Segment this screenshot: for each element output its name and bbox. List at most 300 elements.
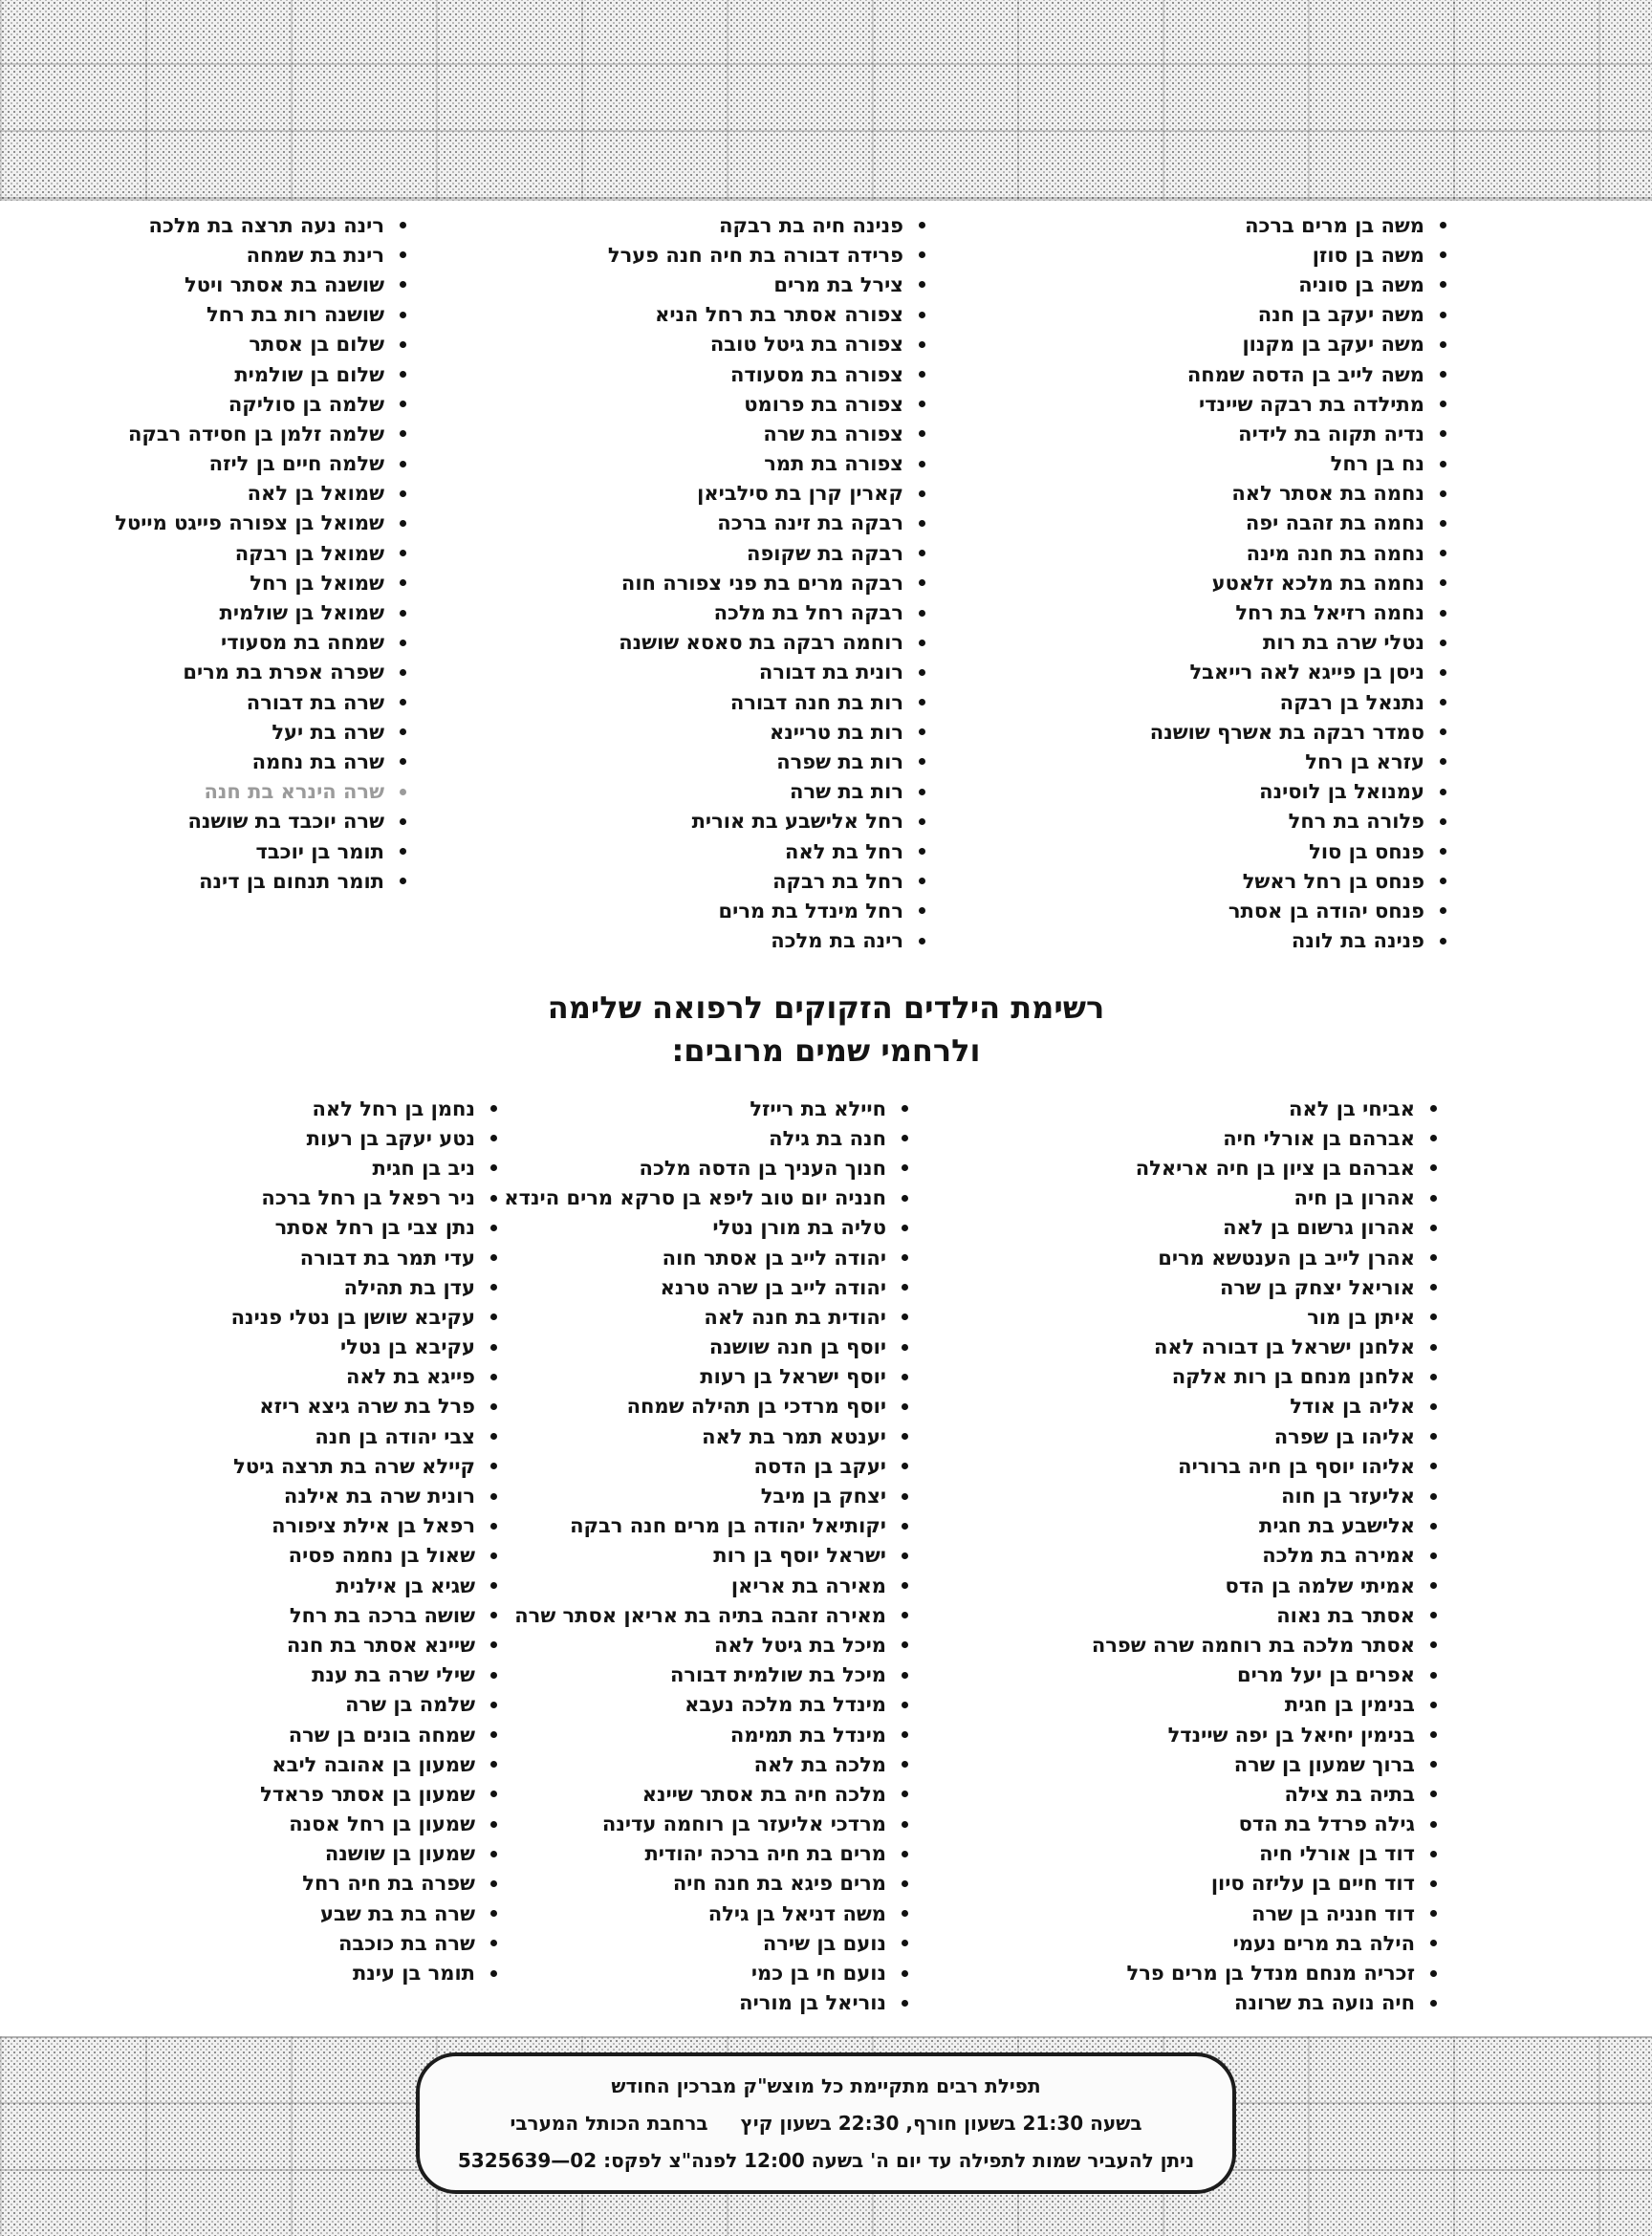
name-item [608, 389, 925, 419]
name-text: פנינה בת לונה [1291, 929, 1424, 953]
bullet-icon [1430, 1284, 1437, 1291]
bullet-icon [1430, 1135, 1437, 1141]
name-item [115, 568, 406, 597]
name-item [1092, 1183, 1437, 1213]
name-text: עקיבא שושן בן נטלי פנינה [230, 1305, 475, 1329]
bullet-icon [1440, 610, 1446, 617]
bullet-icon [1440, 312, 1446, 318]
name-item [231, 1272, 497, 1302]
bullet-icon [490, 1612, 497, 1618]
bullet-icon [902, 1821, 908, 1828]
bullet-icon [902, 1225, 908, 1231]
bullet-icon [1430, 1164, 1437, 1171]
name-text: פנחס יהודה בן אסתר [1228, 899, 1424, 923]
bullet-icon [490, 1433, 497, 1440]
bullet-icon [919, 430, 925, 437]
bullet-icon [490, 1135, 497, 1141]
bullet-icon [1440, 758, 1446, 765]
name-item [504, 1958, 908, 1987]
bullet-icon [1440, 699, 1446, 706]
name-text: שלמה זלמן בן חסידה רבקה [127, 422, 384, 445]
name-text: שמואל בן רבקה [234, 541, 384, 565]
name-item [115, 479, 406, 509]
bullet-icon [902, 1313, 908, 1320]
name-item [1092, 1749, 1437, 1779]
name-text: גילה פרדל בת הדס [1238, 1813, 1415, 1836]
bullet-icon [490, 1731, 497, 1738]
bullet-icon [902, 1105, 908, 1112]
bullet-icon [490, 1523, 497, 1530]
name-item [1092, 1302, 1437, 1332]
name-text: שושנה בת אסתר ויטל [185, 272, 384, 296]
name-text: חיילא בת רייזל [750, 1096, 886, 1120]
name-item [1150, 717, 1446, 747]
bullet-icon [1430, 1612, 1437, 1618]
name-text: צפורה בת מסעודה [729, 362, 903, 386]
name-text: שלום בן שולמית [234, 362, 384, 386]
bullet-icon [490, 1761, 497, 1768]
name-text: שגיא בן אילנית [336, 1574, 475, 1597]
bullet-icon [1430, 1254, 1437, 1261]
bullet-icon [919, 312, 925, 318]
bullet-icon [400, 222, 406, 228]
name-text: שלום בן אסתר [249, 333, 384, 357]
bullet-icon [902, 1612, 908, 1618]
bullet-icon [490, 1851, 497, 1857]
name-item [231, 1690, 497, 1720]
bullet-icon [400, 550, 406, 556]
name-text: רינה נעה תרצה בת מלכה [148, 213, 384, 237]
name-text: פנינה חיה בת רבקה [719, 213, 903, 237]
name-text: דוד בן אורלי חיה [1259, 1842, 1415, 1866]
bullet-icon [902, 1552, 908, 1559]
bullet-icon [902, 1284, 908, 1291]
bullet-icon [902, 1702, 908, 1708]
name-item [1092, 1928, 1437, 1958]
name-text: אברהם בן ציון בן חיה אריאלה [1135, 1156, 1415, 1180]
name-item [608, 210, 925, 240]
name-text: מלכה בת לאה [753, 1752, 886, 1776]
bullet-icon [1440, 728, 1446, 735]
name-text: ניסן בן פייגא לאה רייאבל [1189, 661, 1424, 684]
name-text: שרה בת יעל [272, 720, 384, 744]
name-item [1092, 1869, 1437, 1899]
name-item [115, 538, 406, 568]
bullet-icon [400, 640, 406, 646]
bullet-icon [1430, 1672, 1437, 1679]
bullet-icon [919, 878, 925, 884]
bullet-icon [919, 550, 925, 556]
name-item [1092, 1899, 1437, 1928]
bullet-icon [919, 579, 925, 586]
name-item [608, 538, 925, 568]
bullet-icon [1440, 251, 1446, 258]
name-text: עקיבא בן נטלי [339, 1335, 475, 1359]
name-text: טליה בת מורן נטלי [712, 1216, 886, 1240]
name-item [1150, 807, 1446, 836]
bullet-icon [400, 848, 406, 855]
name-text: אפרים בן יעל מרים [1236, 1663, 1415, 1687]
name-text: אוריאל יצחק בן שרה [1219, 1275, 1415, 1299]
name-item [504, 1362, 908, 1392]
name-item [608, 747, 925, 776]
name-item [231, 1869, 497, 1899]
name-text: שפרה בת חיה רחל [302, 1872, 475, 1896]
name-text: רבקה רחל בת מלכה [713, 601, 903, 625]
name-item [608, 597, 925, 627]
bullet-icon [919, 281, 925, 288]
name-text: שמואל בן רחל [250, 571, 384, 595]
bullet-icon [1430, 1493, 1437, 1500]
bullet-icon [1430, 1880, 1437, 1887]
name-item [1092, 1839, 1437, 1869]
bullet-icon [490, 1672, 497, 1679]
bullet-icon [400, 669, 406, 676]
bullet-icon [919, 818, 925, 825]
bullet-icon [400, 371, 406, 378]
section-title-line2: ולרחמי שמים מרובים: [671, 1032, 981, 1070]
name-item [231, 1571, 497, 1600]
name-item [504, 1571, 908, 1600]
bullet-icon [490, 1164, 497, 1171]
name-item [504, 1661, 908, 1690]
name-item [504, 1749, 908, 1779]
name-item [1150, 419, 1446, 448]
name-item [1150, 449, 1446, 479]
name-item [504, 1451, 908, 1481]
bullet-icon [919, 789, 925, 795]
name-item [231, 1958, 497, 1987]
name-item [504, 1720, 908, 1749]
name-item [115, 449, 406, 479]
bullet-icon [919, 461, 925, 467]
name-text: צפורה בת שרה [763, 422, 903, 445]
bullet-icon [490, 1374, 497, 1380]
name-text: נועם חי בן כמי [750, 1962, 886, 1986]
bullet-icon [1430, 1970, 1437, 1977]
name-item [504, 1899, 908, 1928]
bullet-icon [902, 1582, 908, 1589]
name-text: מאירה בת אריאן [730, 1574, 886, 1597]
name-text: נועם בן שירה [762, 1931, 886, 1955]
name-text: אסתר מלכה בת רוחמה שרה שפרה [1091, 1633, 1415, 1657]
bullet-icon [1430, 1552, 1437, 1559]
bullet-icon [490, 1910, 497, 1917]
bullet-icon [400, 281, 406, 288]
name-text: רבקה בת שקופה [747, 541, 903, 565]
name-item [608, 568, 925, 597]
name-text: משה בן סוניה [1298, 272, 1424, 296]
name-item [608, 836, 925, 866]
name-text: ברוך שמעון בן שרה [1233, 1752, 1415, 1776]
name-item [504, 1094, 908, 1123]
name-item [1092, 1690, 1437, 1720]
name-text: יוסף בן חנה שושנה [708, 1335, 886, 1359]
name-item [1150, 747, 1446, 776]
name-item [1150, 509, 1446, 538]
name-item [1150, 866, 1446, 896]
name-text: נטלי שרה בת רות [1263, 631, 1424, 655]
name-item [608, 866, 925, 896]
bullet-icon [902, 1910, 908, 1917]
name-item [504, 1600, 908, 1630]
name-text: תומר בן עינת [352, 1962, 475, 1986]
name-item [1092, 1661, 1437, 1690]
bullet-icon [1430, 1344, 1437, 1351]
bullet-icon [1440, 640, 1446, 646]
bullet-icon [490, 1702, 497, 1708]
bullet-icon [1430, 1731, 1437, 1738]
name-item [115, 597, 406, 627]
name-item [231, 1153, 497, 1183]
bullet-icon [1440, 938, 1446, 944]
name-text: שרה הינרא בת חנה [204, 780, 384, 804]
notice-line-2-times: בשעה 21:30 בשעון חורף, 22:30 בשעון קיץ [740, 2112, 1142, 2135]
name-text: חנניה יום טוב ליפא בן סרקא מרים הינדא [504, 1186, 886, 1210]
name-text: אברהם בן אורלי חיה [1223, 1126, 1415, 1150]
bullet-icon [490, 1105, 497, 1112]
name-item [1092, 1779, 1437, 1809]
bullet-icon [919, 640, 925, 646]
name-item [608, 479, 925, 509]
bullet-icon [902, 1761, 908, 1768]
bullet-icon [400, 699, 406, 706]
bullet-icon [919, 371, 925, 378]
bullet-icon [902, 1970, 908, 1977]
bullet-icon [902, 1940, 908, 1946]
bullet-icon [400, 461, 406, 467]
bottom-name-list-right [1092, 1094, 1437, 2018]
name-text: פרידה דבורה בת חיה חנה פערל [607, 243, 903, 267]
name-text: דוד חיים בן עליזה סיון [1210, 1872, 1415, 1896]
name-item [231, 1899, 497, 1928]
name-text: רחל בת רבקה [772, 869, 903, 893]
bullet-icon [1440, 430, 1446, 437]
bullet-icon [490, 1195, 497, 1202]
name-text: צפורה בת פרומט [744, 392, 903, 416]
bullet-icon [490, 1821, 497, 1828]
name-text: תומר תנחום בן דינה [199, 869, 384, 893]
name-item [1092, 1333, 1437, 1362]
prayer-notice-box [416, 2052, 1236, 2194]
name-text: אליהו יוסף בן חיה ברוריה [1178, 1454, 1415, 1478]
name-item [115, 210, 406, 240]
bullet-icon [1440, 222, 1446, 228]
name-text: רות בת שפרה [776, 749, 903, 773]
bullet-icon [400, 251, 406, 258]
name-text: יעקב בן הדסה [753, 1454, 886, 1478]
name-item [115, 807, 406, 836]
bullet-icon [919, 251, 925, 258]
name-item [1150, 836, 1446, 866]
bullet-icon [1430, 1851, 1437, 1857]
bullet-icon [1440, 490, 1446, 497]
bullet-icon [1440, 579, 1446, 586]
bullet-icon [400, 401, 406, 407]
name-text: שמעון בן רחל אסנה [289, 1813, 475, 1836]
name-item [115, 658, 406, 687]
bullet-icon [1440, 550, 1446, 556]
name-text: פייגא בת לאה [345, 1365, 475, 1389]
name-text: סמדר רבקה בת אשרף שושנה [1149, 720, 1424, 744]
bullet-icon [400, 341, 406, 348]
name-text: חנוך העניך בן הדסה מלכה [639, 1156, 886, 1180]
name-item [504, 1243, 908, 1272]
name-item [504, 1183, 908, 1213]
bullet-icon [1430, 1225, 1437, 1231]
name-item [504, 1690, 908, 1720]
name-text: אהרן לייב בן הענטשא מרים [1158, 1246, 1415, 1270]
bullet-icon [1430, 2000, 1437, 2007]
name-text: שרה בת כוכבה [337, 1931, 475, 1955]
bottom-name-list-left [231, 1094, 497, 1988]
bullet-icon [902, 1135, 908, 1141]
name-text: קארין קרן בת סילביאן [697, 482, 903, 506]
name-text: שלמה בן סוליקה [228, 392, 384, 416]
name-text: צבי יהודה בן חנה [315, 1424, 475, 1448]
name-item [608, 717, 925, 747]
name-item [504, 1153, 908, 1183]
name-item [231, 1481, 497, 1510]
name-text: ישראל יוסף בן רות [713, 1544, 886, 1568]
name-text: אליה בן אודל [1290, 1395, 1415, 1419]
name-text: משה דניאל בן גילה [707, 1901, 886, 1925]
bullet-icon [1430, 1910, 1437, 1917]
name-item [1150, 658, 1446, 687]
name-text: מיכל בת גיטל לאה [713, 1633, 886, 1657]
name-item [115, 777, 406, 807]
name-item [504, 1630, 908, 1660]
name-text: יהודה לייב בן שרה טרנא [660, 1275, 886, 1299]
name-item [504, 1302, 908, 1332]
bullet-icon [919, 401, 925, 407]
name-text: אליהו בן שפרה [1273, 1424, 1415, 1448]
name-item [1092, 1810, 1437, 1839]
notice-line-2 [510, 2112, 1141, 2135]
bullet-icon [1430, 1821, 1437, 1828]
name-item [1092, 1988, 1437, 2018]
name-text: שושה ברכה בת רחל [289, 1603, 475, 1627]
bullet-icon [400, 789, 406, 795]
name-text: יקותיאל יהודה בן מרים חנה רבקה [570, 1514, 886, 1538]
name-text: ניר רפאל בן רחל ברכה [261, 1186, 475, 1210]
bullet-icon [919, 669, 925, 676]
name-text: שושנה רות בת רחל [206, 303, 384, 327]
name-item [504, 1869, 908, 1899]
name-text: רחל אלישבע בת אורית [691, 810, 903, 834]
bullet-icon [490, 1463, 497, 1469]
name-text: פנחס בן רחל ראשל [1242, 869, 1424, 893]
bullet-icon [1430, 1433, 1437, 1440]
name-item [1150, 240, 1446, 270]
name-text: קיילא שרה בת תרצה גיטל [233, 1454, 475, 1478]
top-name-list-middle [608, 210, 925, 956]
bullet-icon [902, 1641, 908, 1648]
bullet-icon [902, 1463, 908, 1469]
bullet-icon [1440, 371, 1446, 378]
name-text: שמואל בן שולמית [219, 601, 384, 625]
name-item [115, 836, 406, 866]
bullet-icon [400, 610, 406, 617]
name-text: אהרון בן חיה [1293, 1186, 1415, 1210]
name-item [115, 628, 406, 658]
bullet-icon [919, 699, 925, 706]
notice-line-1: תפילת רבים מתקיימת כל מוצש"ק מברכין החודש [611, 2074, 1041, 2097]
name-text: זכריה מנחם מנדל בן מרים פרל [1126, 1962, 1415, 1986]
name-item [504, 1810, 908, 1839]
notice-line-2-place: ברחבת הכותל המערבי [510, 2112, 708, 2135]
name-item [608, 777, 925, 807]
name-item [608, 240, 925, 270]
name-item [608, 896, 925, 925]
name-item [231, 1123, 497, 1153]
name-text: שרה בת נחמה [251, 749, 384, 773]
name-text: שילי שרה בת ענת [312, 1663, 475, 1687]
name-text: אסתר בת נאוה [1276, 1603, 1415, 1627]
name-item [1150, 389, 1446, 419]
bullet-icon [1440, 341, 1446, 348]
name-text: מרים פיגא בת חנה חיה [672, 1872, 886, 1896]
name-text: בנימין בן חגית [1284, 1693, 1415, 1717]
name-text: רבקה מרים בת פני צפורה חוה [620, 571, 903, 595]
name-text: נחמה בת אסתר לאה [1231, 482, 1424, 506]
name-text: נחמה בת חנה מינה [1246, 541, 1424, 565]
name-item [1092, 1511, 1437, 1541]
bullet-icon [1430, 1313, 1437, 1320]
name-text: רונית בת דבורה [758, 661, 903, 684]
name-item [115, 270, 406, 299]
bullet-icon [490, 1313, 497, 1320]
name-text: שמחה בת מסעודי [221, 631, 384, 655]
name-item [231, 1094, 497, 1123]
bullet-icon [1430, 1463, 1437, 1469]
name-text: שמעון בן אסתר פראדל [260, 1782, 475, 1806]
name-item [504, 1481, 908, 1510]
name-text: נחמן בן רחל לאה [312, 1096, 475, 1120]
bullet-icon [902, 1344, 908, 1351]
name-text: אלחנן ישראל בן דבורה לאה [1154, 1335, 1415, 1359]
name-text: מתילדה בת רבקה שיינדי [1199, 392, 1424, 416]
name-item [1150, 568, 1446, 597]
bullet-icon [1440, 520, 1446, 527]
name-item [115, 330, 406, 359]
name-text: משה בן סוזן [1312, 243, 1424, 267]
name-text: רות בת טריינא [769, 720, 903, 744]
name-text: בנימין יחיאל בן יפה שיינדל [1167, 1723, 1415, 1747]
name-item [608, 658, 925, 687]
name-item [231, 1243, 497, 1272]
name-text: שמחה בונים בן שרה [288, 1723, 475, 1747]
bullet-icon [1430, 1641, 1437, 1648]
name-item [115, 747, 406, 776]
name-item [1092, 1451, 1437, 1481]
bullet-icon [490, 1970, 497, 1977]
bullet-icon [490, 1552, 497, 1559]
bottom-name-list-middle [504, 1094, 908, 2018]
name-text: שיינא אסתר בת חנה [286, 1633, 475, 1657]
bullet-icon [919, 758, 925, 765]
name-item [231, 1600, 497, 1630]
name-text: משה יעקב בן חנה [1257, 303, 1424, 327]
name-item [1092, 1600, 1437, 1630]
name-text: נח בן רחל [1330, 452, 1424, 476]
name-text: רות בת שרה [790, 780, 903, 804]
name-item [1092, 1958, 1437, 1987]
name-item [1150, 300, 1446, 330]
bullet-icon [1430, 1195, 1437, 1202]
name-item [1150, 538, 1446, 568]
name-item [115, 419, 406, 448]
